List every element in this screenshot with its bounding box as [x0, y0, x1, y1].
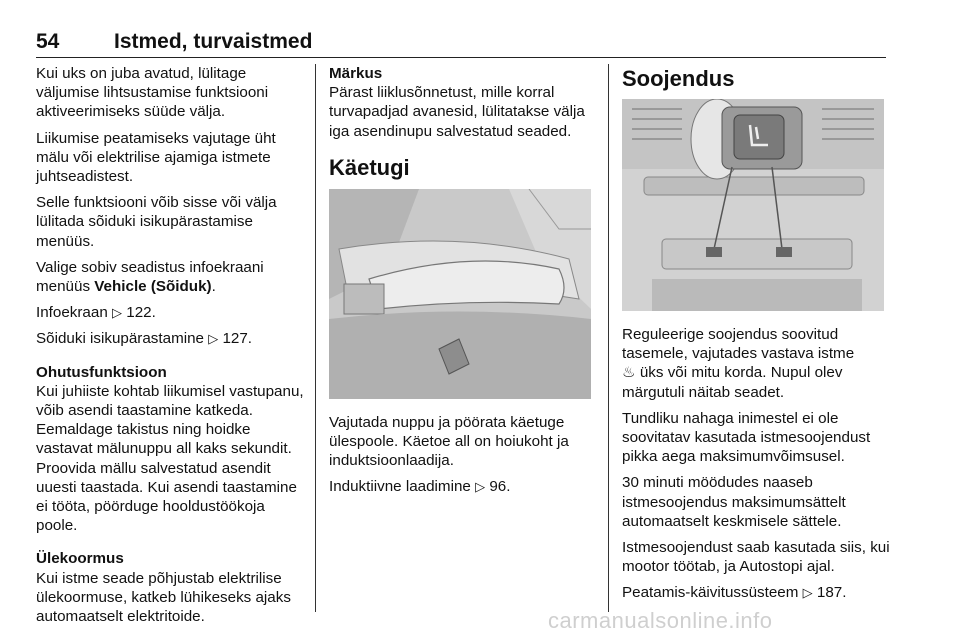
page-header: [36, 30, 886, 54]
armrest-illustration: [329, 189, 591, 399]
paragraph: Tundliku nahaga inimestel ei ole soovitatav kasutada istmesoojendust pikka aega maksimumvõimsusel.: [622, 409, 871, 466]
paragraph: Selle funktsiooni võib sisse või välja lülitada sõiduki isikupärastamise menüüs.: [36, 194, 277, 250]
cross-reference[interactable]: Infoekraan ▷ 122.: [36, 304, 156, 322]
paragraph: Kui uks on juba avatud, lülitage väljumise lihtsustamise funktsiooni aktiveerimiseks süüde välja.: [36, 65, 269, 121]
paragraph: 30 minuti möödudes naaseb istmesoojendus maksimumsättelt automaatselt keskmisele sättele.: [622, 474, 846, 530]
cross-reference[interactable]: Induktiivne laadimine ▷ 96.: [329, 478, 511, 496]
subheading: Ohutusfunktsioon: [36, 363, 167, 381]
paragraph: Istmesoojendust saab kasutada siis, kui mootor töötab, ja Autostopi ajal.: [622, 539, 890, 576]
column-divider-2: [608, 64, 609, 612]
seat-heating-illustration: [622, 99, 884, 311]
paragraph: Liikumise peatamiseks vajutage üht mälu või elektrilise ajamiga istmete juhtseadistest.: [36, 129, 276, 186]
paragraph: Valige sobiv seadistus infoekraani menüüs Vehicle (Sõiduk).: [36, 258, 264, 296]
reference-arrow-icon: ▷: [208, 331, 219, 347]
section-heading: Käetugi: [329, 154, 410, 180]
column-1: [36, 64, 306, 633]
paragraph: Reguleerige soojendus soovitud tasemele, vajutades vastava istme ♨ üks või mitu korda. Nupul olev märgutuli näitab seadet.: [622, 326, 855, 401]
cross-reference[interactable]: Peatamis-käivitussüsteem ▷ 187.: [622, 584, 847, 602]
section-heading: Soojendus: [622, 66, 735, 91]
column-3: [622, 64, 890, 610]
paragraph: Kui istme seade põhjustab elektrilise ülekoormuse, katkeb lühikeseks ajaks automaatselt elektritoide.: [36, 569, 291, 626]
paragraph: Vajutada nuppu ja pöörata käetuge ülespoole. Käetoe all on hoiukoht ja induktsioonlaadija.: [329, 413, 569, 470]
subheading: Ülekoormus: [36, 550, 124, 568]
watermark: carmanualsonline.info: [548, 608, 773, 633]
reference-arrow-icon: ▷: [475, 479, 486, 495]
menu-item-label: Vehicle (Sõiduk): [94, 278, 212, 296]
header-rule: [36, 57, 886, 58]
note-heading: Märkus: [329, 65, 383, 82]
section-title: Istmed, turvaistmed: [114, 30, 313, 53]
reference-arrow-icon: ▷: [802, 585, 813, 601]
page-number: 54: [36, 30, 60, 53]
column-2: [329, 64, 594, 504]
cross-reference[interactable]: Sõiduki isikupärastamine ▷ 127.: [36, 330, 253, 348]
note-body: Pärast liiklusõnnetust, mille korral turvapadjad avanesid, lülitatakse välja iga asendinupu salvestatud seaded.: [329, 84, 585, 140]
seat-heating-icon: ♨: [622, 364, 636, 382]
paragraph: Kui juhiiste kohtab liikumisel vastupanu, võib asendi taastamine katkeda. Eemaldage takistus ning hoidke vastavat mälunuppu all kaks sekundit. Proovida mällu salvestatud asendit uuesti taastada. Kui asendi taastamine ei tööta, pöörduge hooldustöökoja poole.: [36, 382, 304, 535]
column-divider-1: [315, 64, 316, 612]
reference-arrow-icon: ▷: [112, 305, 123, 321]
